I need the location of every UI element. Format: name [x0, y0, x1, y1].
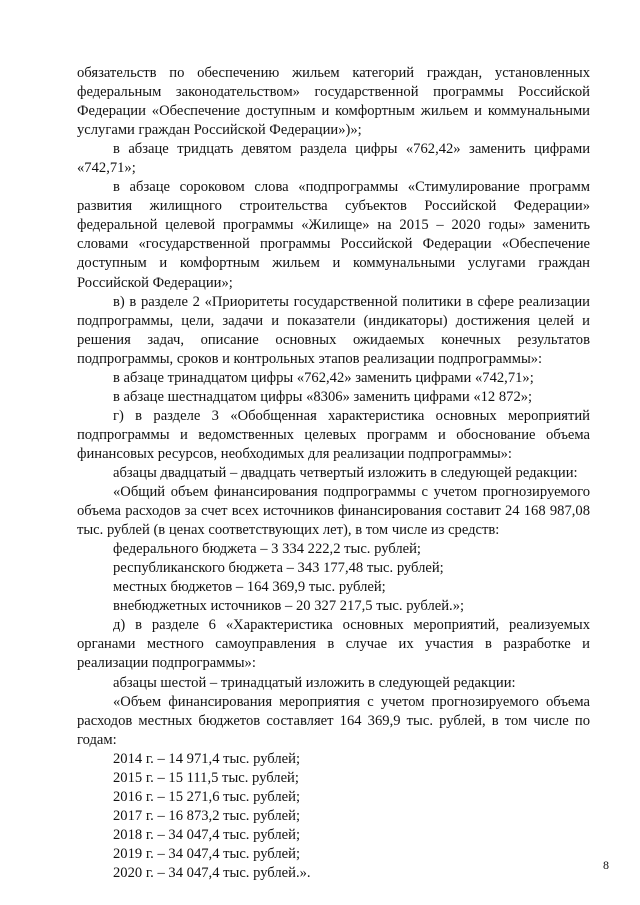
list-item-year-2019: 2019 г. – 34 047,4 тыс. рублей; [113, 845, 300, 862]
paragraph-section-3: г) в разделе 3 «Обобщенная характеристика основных мероприятий подпрограммы и ведомственных целевых программ и обоснование объема финансовых ресурсов, необходимых для реализации подпрограммы»: [77, 407, 590, 462]
document-body [77, 64, 590, 883]
list-item-year-2015: 2015 г. – 15 111,5 тыс. рублей; [113, 769, 299, 786]
list-item-year-2016: 2016 г. – 15 271,6 тыс. рублей; [113, 788, 300, 805]
list-item-year-2017: 2017 г. – 16 873,2 тыс. рублей; [113, 807, 300, 824]
list-item-year-2014: 2014 г. – 14 971,4 тыс. рублей; [113, 750, 300, 767]
paragraph-section-2-item-16: в абзаце шестнадцатом цифры «8306» заменить цифрами «12 872»; [113, 388, 533, 405]
paragraph-section-3-intro: абзацы двадцатый – двадцать четвертый изложить в следующей редакции: [113, 464, 578, 481]
paragraph-section-6: д) в разделе 6 «Характеристика основных мероприятий, реализуемых органами местного самоуправления в случае их участия в разработке и реализации подпрограммы»: [77, 617, 590, 672]
list-item-year-2018: 2018 г. – 34 047,4 тыс. рублей; [113, 826, 300, 843]
list-item-federal-budget: федерального бюджета – 3 334 222,2 тыс. рублей; [113, 541, 421, 558]
list-item-republic-budget: республиканского бюджета – 343 177,48 тыс. рублей; [113, 560, 444, 577]
list-item-extrabudgetary: внебюджетных источников – 20 327 217,5 тыс. рублей.»; [113, 598, 465, 615]
paragraph-amendment-39: в абзаце тридцать девятом раздела цифры «762,42» заменить цифрами «742,71»; [77, 141, 590, 177]
page-number: 8 [603, 858, 609, 872]
list-item-year-2020: 2020 г. – 34 047,4 тыс. рублей.». [113, 864, 311, 881]
paragraph-amendment-40: в абзаце сороковом слова «подпрограммы «Стимулирование программ развития жилищного строительства субъектов Российской Федерации» федеральной целевой программы «Жилище» на 2015 – 2020 годы» заменить словами «государственной программы Российской Федерации «Обеспечение доступным и комфортным жильем и коммунальными услугами граждан Российской Федерации»; [77, 179, 590, 291]
paragraph-continuation: обязательств по обеспечению жильем категорий граждан, установленных федеральным законодательством» государственной программы Российской Федерации «Обеспечение доступным и комфортным жильем и коммунальными услугами граждан Российской Федерации»)»; [77, 65, 590, 139]
paragraph-section-2: в) в разделе 2 «Приоритеты государственной политики в сфере реализации подпрограммы, цели, задачи и показатели (индикаторы) достижения целей и решения задач, описание основных ожидаемых конечных результатов подпрограммы, сроков и контрольных этапов реализации подпрограммы»: [77, 293, 590, 367]
list-item-local-budgets: местных бюджетов – 164 369,9 тыс. рублей; [113, 579, 386, 596]
paragraph-local-financing: «Объем финансирования мероприятия с учетом прогнозируемого объема расходов местных бюджетов составляет 164 369,9 тыс. рублей, в том числе по годам: [77, 693, 590, 748]
paragraph-section-2-item-13: в абзаце тринадцатом цифры «762,42» заменить цифрами «742,71»; [113, 369, 534, 386]
paragraph-section-6-intro: абзацы шестой – тринадцатый изложить в следующей редакции: [113, 674, 516, 691]
paragraph-total-financing: «Общий объем финансирования подпрограммы с учетом прогнозируемого объема расходов за счет всех источников финансирования составит 24 168 987,08 тыс. рублей (в ценах соответствующих лет), в том числе из средств: [77, 484, 590, 539]
